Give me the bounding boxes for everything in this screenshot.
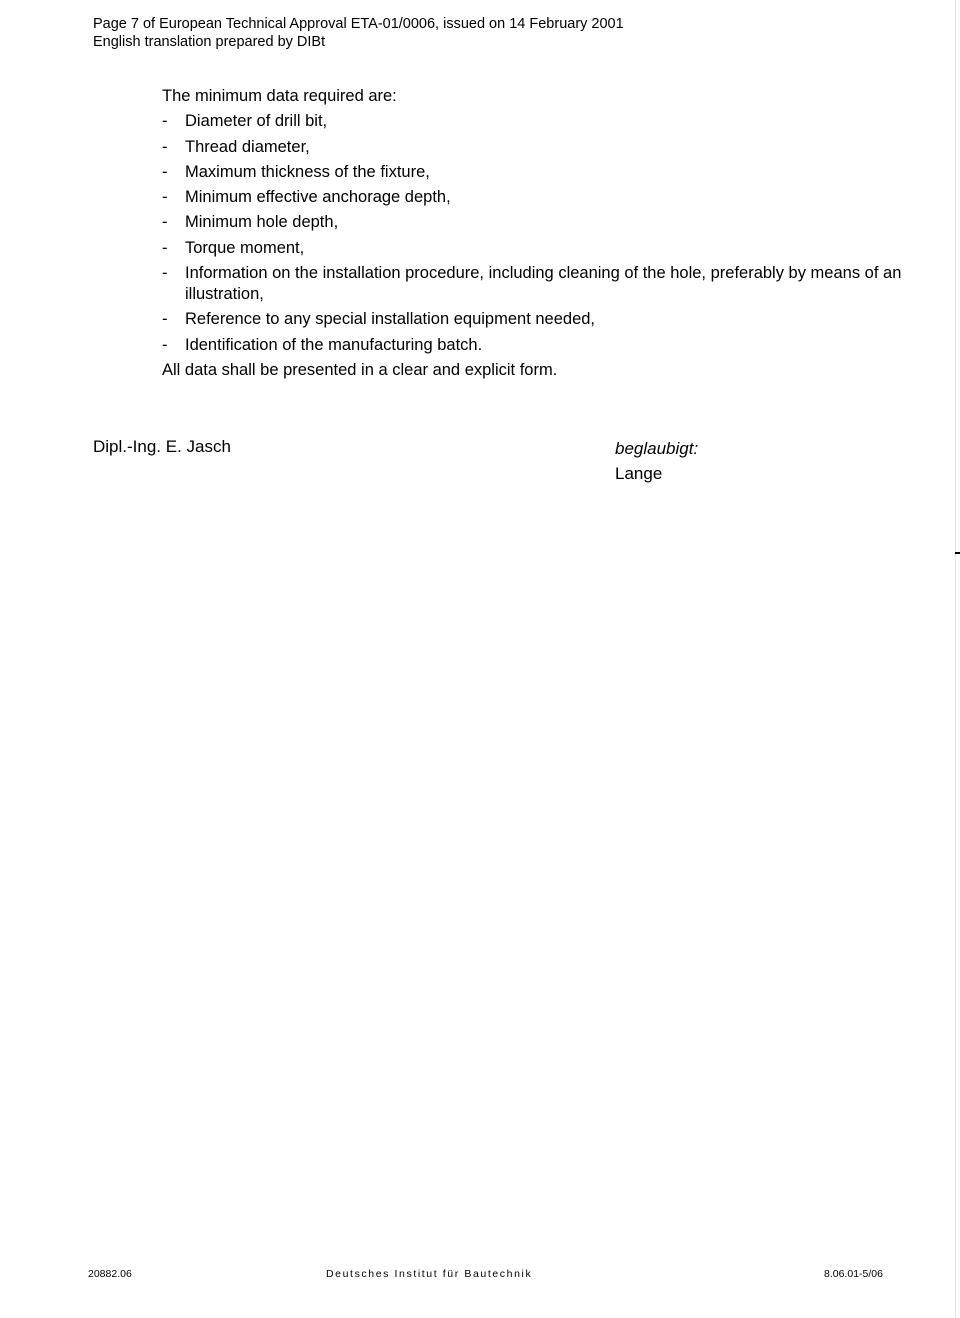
list-item [162,335,902,356]
header-line-translation: English translation prepared by DIBt [93,34,326,50]
footer-institute: Deutsches Institut für Bautechnik [326,1268,533,1280]
scan-edge-mark [955,552,960,554]
requirements-list [162,111,902,355]
list-item-text: Maximum thickness of the fixture, [185,162,430,181]
list-item [162,212,902,233]
certified-label: beglaubigt: [615,439,699,458]
list-item [162,137,902,158]
requirements-section [162,86,902,381]
list-item [162,187,902,208]
list-item-text: Minimum hole depth, [185,213,339,232]
intro-text: The minimum data required are: [162,87,397,105]
list-dash: - [162,238,168,257]
list-dash: - [162,162,168,181]
list-dash: - [162,188,168,207]
list-item-text: Reference to any special installation equipment needed, [185,310,596,329]
list-item [162,263,902,305]
list-dash: - [162,213,168,232]
list-item [162,309,902,330]
list-item [162,238,902,259]
list-item-text: Identification of the manufacturing batch. [185,335,483,354]
list-item-text: Minimum effective anchorage depth, [185,188,451,207]
certification-block [615,436,698,486]
closing-text: All data shall be presented in a clear and explicit form. [162,360,558,379]
footer-reference: 8.06.01-5/06 [824,1268,883,1280]
scan-edge-line [955,0,956,1318]
list-item [162,111,902,132]
list-item-text: Torque moment, [185,238,305,257]
certified-name: Lange [615,464,663,483]
header-line-approval: Page 7 of European Technical Approval ETA-01/0006, issued on 14 February 2001 [93,16,624,32]
list-item-text: Information on the installation procedure, including cleaning of the hole, preferably by means of an illustration, [185,264,902,304]
footer-document-number: 20882.06 [88,1268,132,1280]
list-dash: - [162,264,168,283]
list-dash: - [162,112,168,131]
list-dash: - [162,335,168,354]
list-dash: - [162,137,168,156]
list-item-text: Thread diameter, [185,137,310,156]
signer-name: Dipl.-Ing. E. Jasch [93,437,231,456]
list-dash: - [162,310,168,329]
list-item-text: Diameter of drill bit, [185,112,328,131]
page-header [93,15,624,51]
list-item [162,162,902,183]
